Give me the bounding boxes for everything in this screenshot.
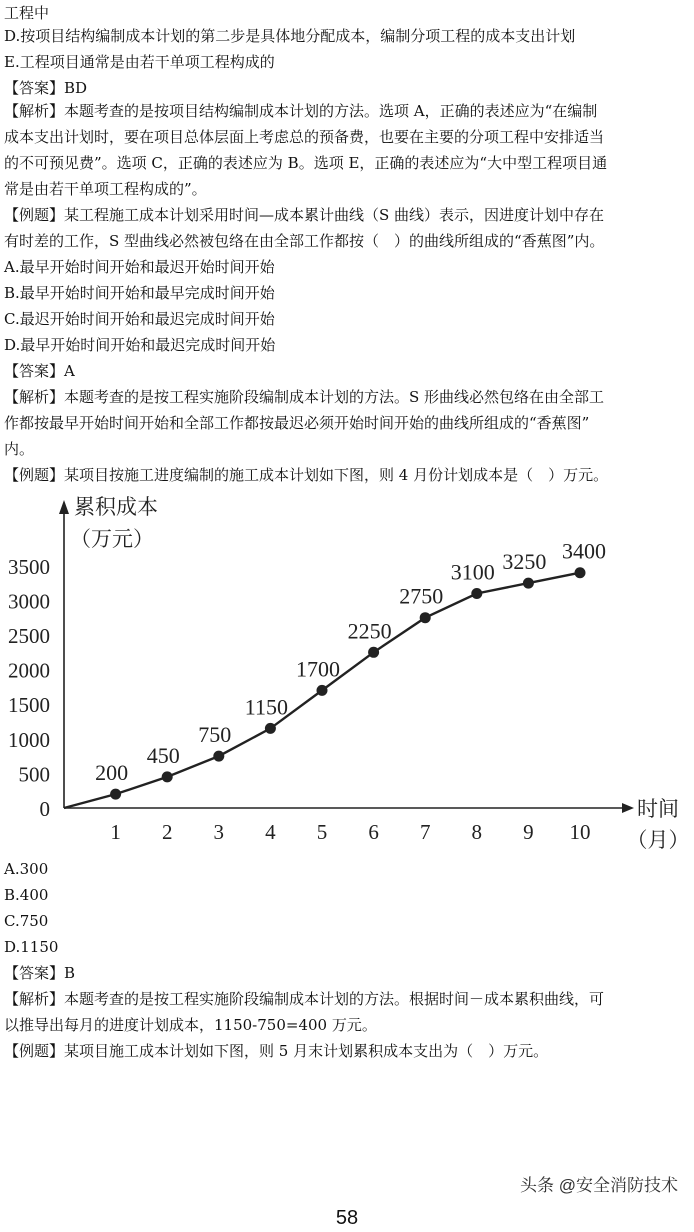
text-line: 成本支出计划时，要在项目总体层面上考虑总的预备费，也要在主要的分项工程中安排适当 xyxy=(4,128,605,146)
y-tick-label: 3000 xyxy=(8,589,50,614)
text-line: A.最早开始时间开始和最迟开始时间开始 xyxy=(4,258,275,276)
data-point xyxy=(575,567,586,578)
text-line: D.1150 xyxy=(4,938,59,956)
text-line: 常是由若干单项工程构成的”。 xyxy=(4,180,207,198)
text-line: 工程中 xyxy=(4,4,50,22)
chart-svg xyxy=(0,490,694,855)
data-label: 1700 xyxy=(296,656,340,682)
y-axis-title-unit: （万元） xyxy=(70,527,154,551)
x-tick-label: 7 xyxy=(419,820,431,844)
data-label: 200 xyxy=(95,760,129,786)
data-label: 2750 xyxy=(399,583,444,609)
y-tick-label: 0 xyxy=(39,797,50,821)
y-tick-label: 2000 xyxy=(8,658,50,683)
text-line: C.750 xyxy=(4,912,49,930)
data-label: 3250 xyxy=(502,549,547,575)
x-tick-label: 3 xyxy=(213,820,225,844)
text-line: 【例题】某工程施工成本计划采用时间—成本累计曲线（S 曲线）表示，因进度计划中存在 xyxy=(4,206,605,224)
x-axis-title: 时间 xyxy=(637,797,679,821)
y-tick-label: 1000 xyxy=(8,727,50,752)
text-line: 【答案】BD xyxy=(4,79,88,97)
watermark: 头条 @安全消防技术 xyxy=(520,1176,678,1195)
data-label: 2250 xyxy=(347,618,392,644)
y-axis-title: 累积成本 xyxy=(74,495,158,519)
x-tick-label: 5 xyxy=(316,820,328,844)
x-tick-label: 4 xyxy=(265,820,276,844)
text-line: 【解析】本题考查的是按项目结构编制成本计划的方法。选项 A，正确的表述应为“在编制 xyxy=(4,102,598,120)
text-line: 内。 xyxy=(4,440,35,458)
text-line: D.按项目结构编制成本计划的第二步是具体地分配成本，编制分项工程的成本支出计划 xyxy=(4,27,576,45)
text-line: 的不可预见费”。选项 C，正确的表述应为 B。选项 E，正确的表述应为“大中型工程项目通 xyxy=(4,154,608,172)
text-line: B.最早开始时间开始和最早完成时间开始 xyxy=(4,284,275,302)
data-point xyxy=(110,789,121,800)
data-label: 3400 xyxy=(562,538,606,564)
x-tick-label: 9 xyxy=(523,820,534,844)
y-tick-label: 1500 xyxy=(8,693,50,718)
y-tick-label: 3500 xyxy=(8,554,50,579)
text-line: 【答案】A xyxy=(4,362,75,380)
text-line: 【例题】某项目施工成本计划如下图，则 5 月末计划累积成本支出为（ ）万元。 xyxy=(4,1042,549,1060)
cost-s-curve-chart xyxy=(0,490,694,855)
text-line: 【答案】B xyxy=(4,964,76,982)
text-line: D.最早开始时间开始和最迟完成时间开始 xyxy=(4,336,276,354)
text-line: 作都按最早开始时间开始和全部工作都按最迟必须开始时间开始的曲线所组成的“香蕉图” xyxy=(4,414,590,432)
data-label: 750 xyxy=(198,722,232,748)
y-tick-label: 2500 xyxy=(8,624,50,648)
text-line: B.400 xyxy=(4,886,49,904)
text-line: 以推导出每月的进度计划成本，1150-750=400 万元。 xyxy=(4,1016,377,1034)
text-line: 【解析】本题考查的是按工程实施阶段编制成本计划的方法。S 形曲线必然包络在由全部工 xyxy=(4,388,605,406)
data-point xyxy=(368,647,379,658)
x-axis-arrow xyxy=(622,803,634,813)
x-axis-title-unit: （月） xyxy=(626,828,690,852)
data-point xyxy=(420,612,431,623)
text-line: 【解析】本题考查的是按工程实施阶段编制成本计划的方法。根据时间－成本累积曲线，可 xyxy=(4,990,605,1008)
text-line: 【例题】某项目按施工进度编制的施工成本计划如下图，则 4 月份计划成本是（ ）万元。 xyxy=(4,466,609,484)
data-point xyxy=(162,771,173,782)
data-label: 3100 xyxy=(450,559,495,585)
x-tick-label: 6 xyxy=(368,820,379,844)
text-line: A.300 xyxy=(4,860,49,878)
data-label: 1150 xyxy=(244,694,288,720)
data-point xyxy=(523,578,534,589)
text-line: C.最迟开始时间开始和最迟完成时间开始 xyxy=(4,310,275,328)
x-tick-label: 10 xyxy=(569,820,591,844)
data-label: 450 xyxy=(146,742,180,768)
text-line: E.工程项目通常是由若干单项工程构成的 xyxy=(4,53,275,71)
data-point xyxy=(265,723,276,734)
y-axis-arrow xyxy=(59,500,69,514)
page-number: 58 xyxy=(335,1207,359,1229)
y-tick-label: 500 xyxy=(18,762,50,787)
data-point xyxy=(317,685,328,696)
x-tick-label: 1 xyxy=(110,820,121,844)
data-point xyxy=(213,751,224,762)
x-tick-label: 8 xyxy=(471,820,483,844)
data-point xyxy=(471,588,482,599)
x-tick-label: 2 xyxy=(161,820,173,844)
text-line: 有时差的工作，S 型曲线必然被包络在由全部工作都按（ ）的曲线所组成的“香蕉图”内。 xyxy=(4,232,605,250)
